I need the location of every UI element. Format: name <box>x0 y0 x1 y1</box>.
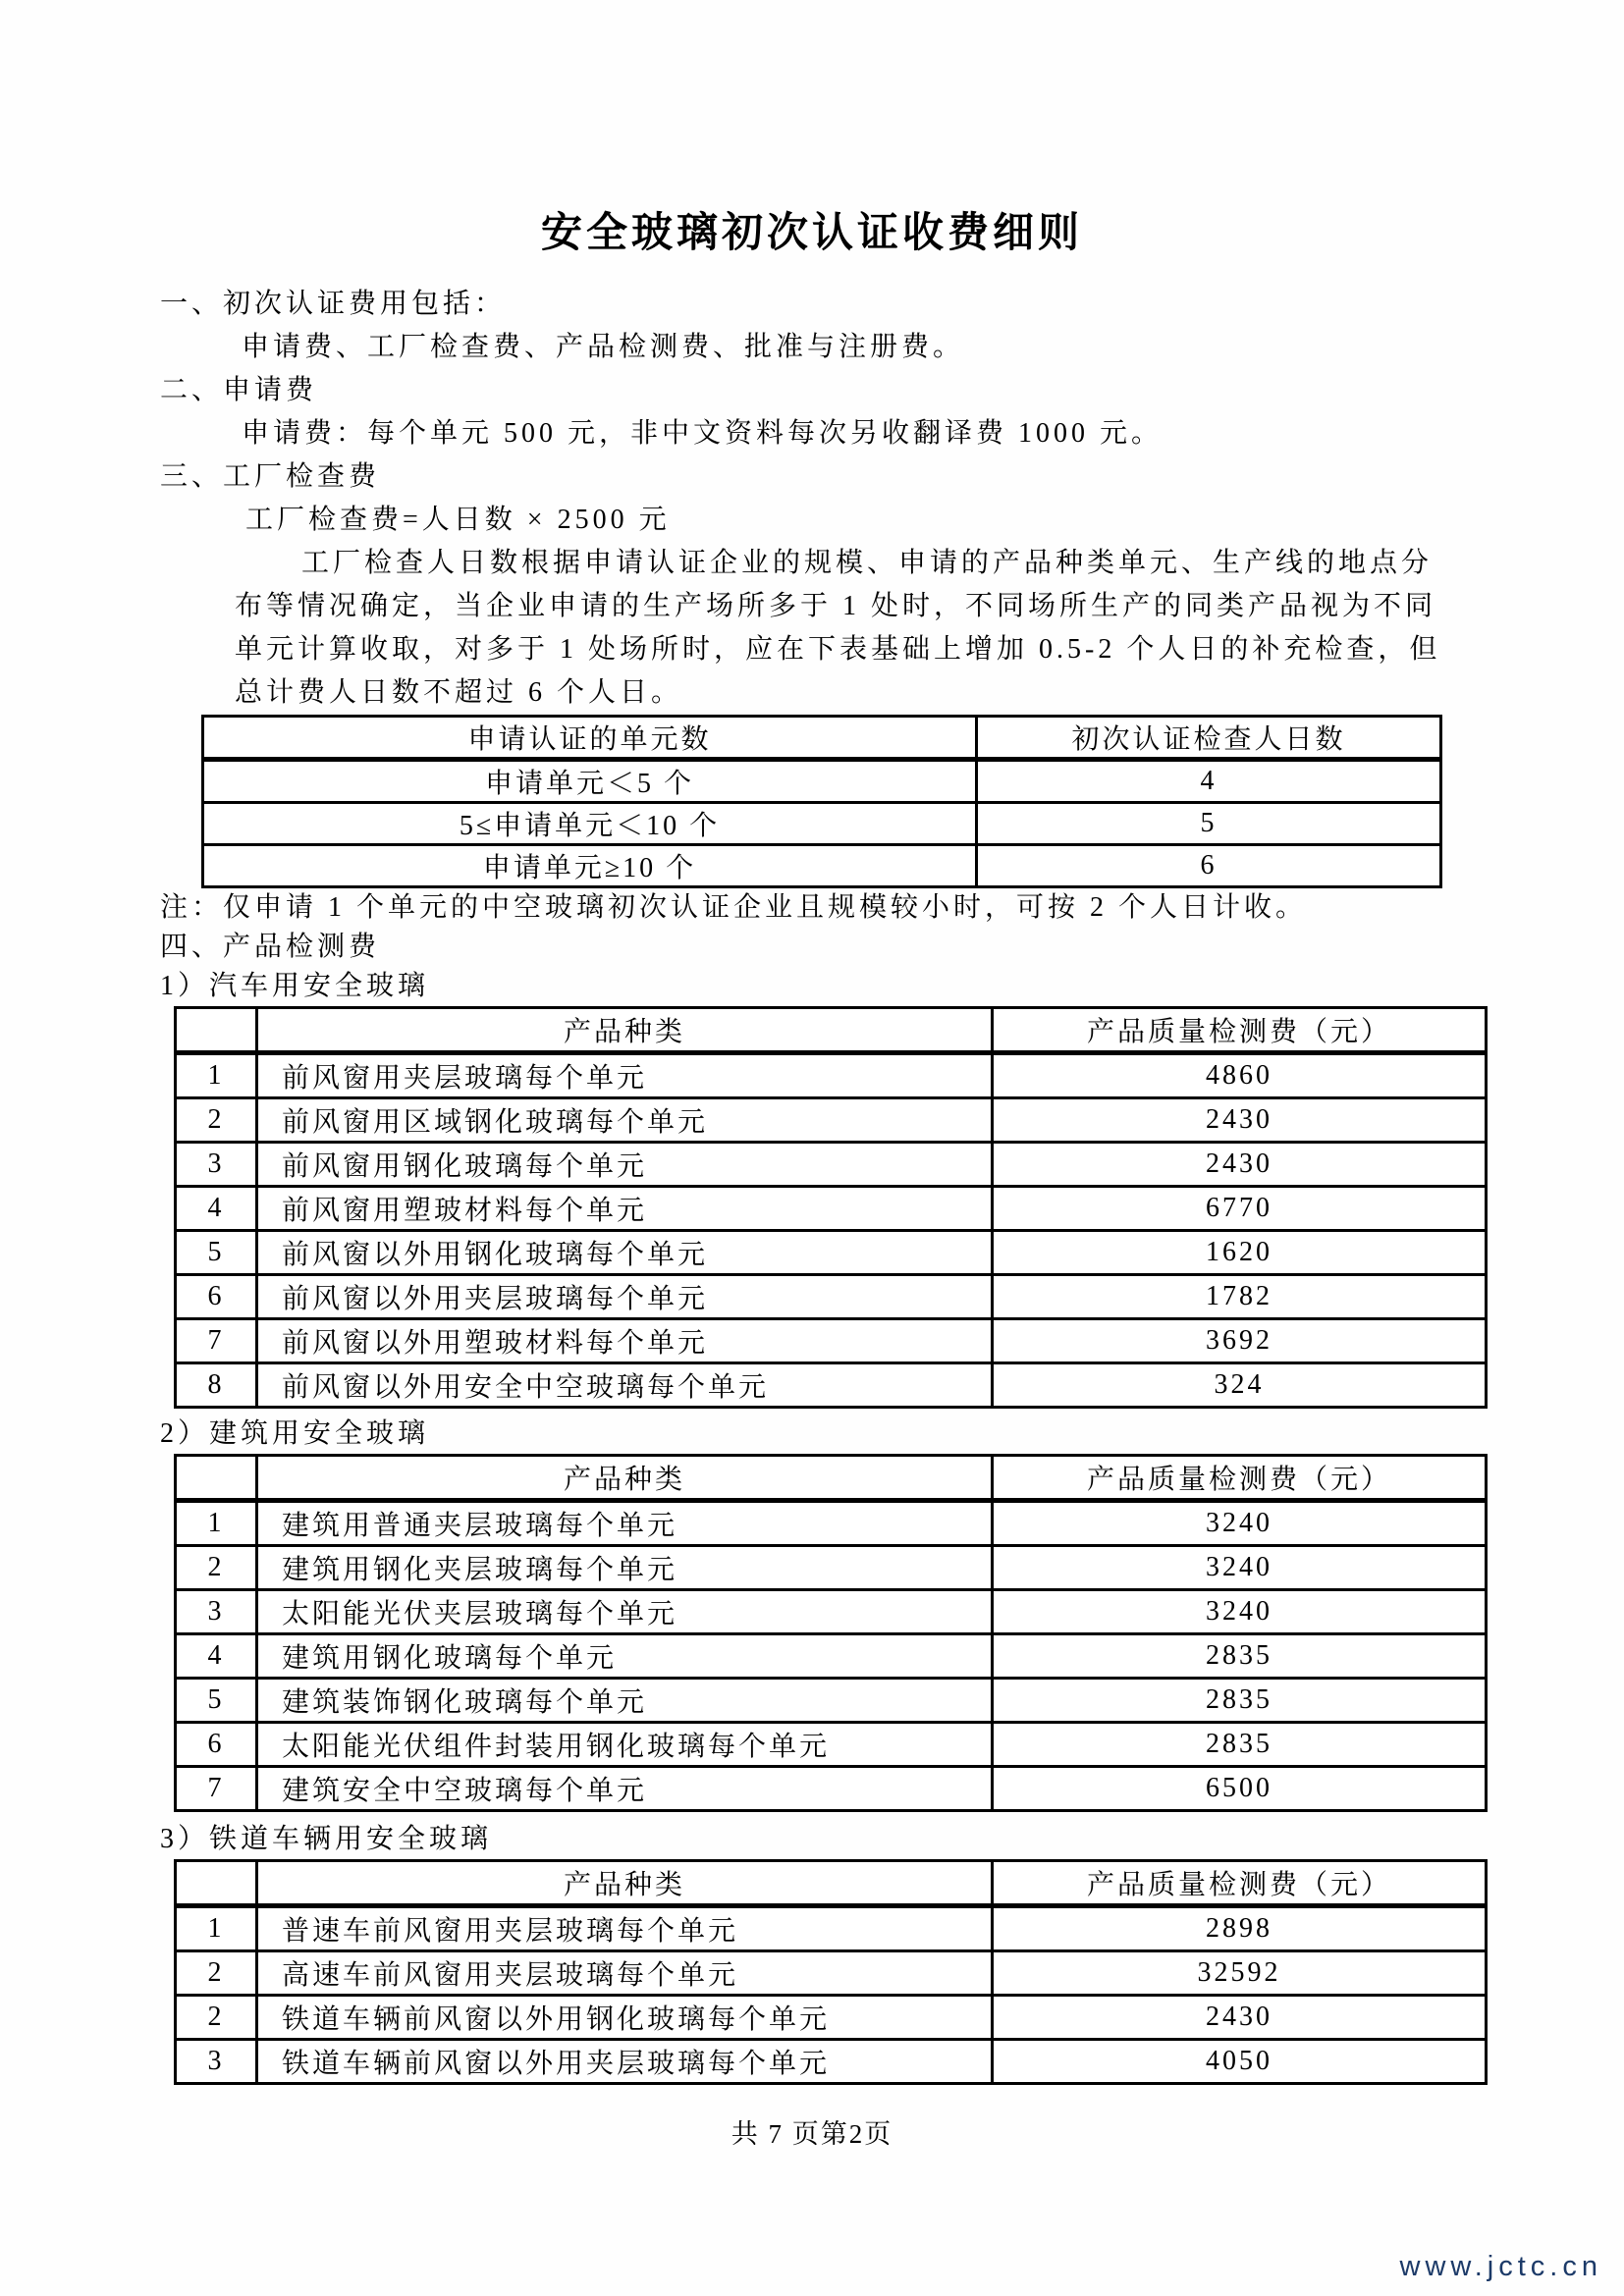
table-cell: 2 <box>176 1098 257 1143</box>
table-cell: 32592 <box>993 1951 1487 1996</box>
table-cell: 前风窗用夹层玻璃每个单元 <box>257 1053 993 1098</box>
table-cell: 3240 <box>993 1546 1487 1590</box>
table-cell: 1 <box>176 1053 257 1098</box>
section-3-heading: 三、工厂检查费 <box>160 461 381 492</box>
table-row <box>203 845 1441 887</box>
table-cell: 前风窗以外用安全中空玻璃每个单元 <box>257 1363 993 1408</box>
table-cell: 2835 <box>993 1679 1487 1723</box>
table-cell: 2430 <box>993 1143 1487 1187</box>
table-cell: 3 <box>176 1590 257 1634</box>
table-cell: 2898 <box>993 1906 1487 1951</box>
column-header: 产品质量检测费（元） <box>993 1008 1487 1053</box>
inspection-days-note: 注：仅申请 1 个单元的中空玻璃初次认证企业且规模较小时，可按 2 个人日计收。 <box>160 892 1308 923</box>
table-cell: 3 <box>176 1143 257 1187</box>
table-cell: 5 <box>977 803 1441 845</box>
table-cell: 4050 <box>993 2040 1487 2084</box>
table-row <box>176 2040 1487 2084</box>
inspection-days-table <box>201 715 1442 888</box>
table-row <box>176 1723 1487 1767</box>
table-row <box>176 1501 1487 1546</box>
table-cell: 6 <box>977 845 1441 887</box>
section-1-heading: 一、初次认证费用包括： <box>160 289 507 319</box>
website-watermark: www.jctc.cn <box>1399 2251 1602 2282</box>
table-row <box>203 803 1441 845</box>
table-cell: 8 <box>176 1363 257 1408</box>
table-cell: 2835 <box>993 1634 1487 1679</box>
column-header: 产品质量检测费（元） <box>993 1456 1487 1501</box>
table-cell: 建筑用普通夹层玻璃每个单元 <box>257 1501 993 1546</box>
table-cell: 高速车前风窗用夹层玻璃每个单元 <box>257 1951 993 1996</box>
table-row <box>176 1634 1487 1679</box>
table-cell: 铁道车辆前风窗以外用夹层玻璃每个单元 <box>257 2040 993 2084</box>
table-row <box>176 1906 1487 1951</box>
table-cell: 3 <box>176 2040 257 2084</box>
table-cell: 6500 <box>993 1767 1487 1811</box>
table-cell: 2430 <box>993 1996 1487 2040</box>
table-cell: 2 <box>176 1996 257 2040</box>
table-cell: 前风窗用塑玻材料每个单元 <box>257 1187 993 1231</box>
table-cell: 2835 <box>993 1723 1487 1767</box>
table-row <box>176 1767 1487 1811</box>
column-header <box>176 1861 257 1906</box>
table-cell: 6770 <box>993 1187 1487 1231</box>
table-cell: 2 <box>176 1951 257 1996</box>
table-cell: 建筑装饰钢化玻璃每个单元 <box>257 1679 993 1723</box>
table-cell: 4 <box>176 1187 257 1231</box>
table-row <box>176 1679 1487 1723</box>
table-row <box>176 1231 1487 1275</box>
table-cell: 前风窗以外用夹层玻璃每个单元 <box>257 1275 993 1319</box>
table-cell: 前风窗用区域钢化玻璃每个单元 <box>257 1098 993 1143</box>
table-cell: 普速车前风窗用夹层玻璃每个单元 <box>257 1906 993 1951</box>
paragraph-line: 单元计算收取，对多于 1 处场所时，应在下表基础上增加 0.5-2 个人日的补充检查，但 <box>235 634 1441 665</box>
page-number: 共 7 页第2页 <box>731 2119 893 2149</box>
table-row <box>176 1275 1487 1319</box>
building-glass-fee-table <box>174 1454 1488 1812</box>
table-cell: 6 <box>176 1275 257 1319</box>
table-cell: 建筑安全中空玻璃每个单元 <box>257 1767 993 1811</box>
table-cell: 7 <box>176 1319 257 1363</box>
table-cell: 铁道车辆前风窗以外用钢化玻璃每个单元 <box>257 1996 993 2040</box>
table-cell: 前风窗以外用塑玻材料每个单元 <box>257 1319 993 1363</box>
table-header-row <box>176 1008 1487 1053</box>
column-header: 初次认证检查人日数 <box>977 717 1441 760</box>
table-cell: 3692 <box>993 1319 1487 1363</box>
table-cell: 324 <box>993 1363 1487 1408</box>
column-header <box>176 1456 257 1501</box>
section-2-heading: 二、申请费 <box>160 375 318 405</box>
paragraph-line: 工厂检查人日数根据申请认证企业的规模、申请的产品种类单元、生产线的地点分 <box>301 548 1434 578</box>
railway-glass-fee-table <box>174 1859 1488 2085</box>
table-cell: 4 <box>176 1634 257 1679</box>
table-row <box>176 1187 1487 1231</box>
factory-fee-formula: 工厂检查费=人日数 × 2500 元 <box>245 505 671 535</box>
table-row <box>176 1590 1487 1634</box>
table-row <box>176 1143 1487 1187</box>
section-1-body: 申请费、工厂检查费、产品检测费、批准与注册费。 <box>242 332 965 362</box>
column-header: 产品种类 <box>257 1456 993 1501</box>
table-row <box>176 1951 1487 1996</box>
automotive-glass-fee-table <box>174 1006 1488 1409</box>
table-cell: 6 <box>176 1723 257 1767</box>
table-header-row <box>203 717 1441 760</box>
table-header-row <box>176 1456 1487 1501</box>
table-cell: 前风窗用钢化玻璃每个单元 <box>257 1143 993 1187</box>
table-cell: 4860 <box>993 1053 1487 1098</box>
subsection-building-heading: 2）建筑用安全玻璃 <box>160 1418 430 1449</box>
table-cell: 1 <box>176 1501 257 1546</box>
section-2-body: 申请费：每个单元 500 元，非中文资料每次另收翻译费 1000 元。 <box>242 418 1164 449</box>
subsection-railway-heading: 3）铁道车辆用安全玻璃 <box>160 1824 493 1854</box>
table-cell: 2430 <box>993 1098 1487 1143</box>
table-cell: 3240 <box>993 1590 1487 1634</box>
table-cell: 4 <box>977 760 1441 803</box>
table-cell: 1782 <box>993 1275 1487 1319</box>
table-cell: 太阳能光伏组件封装用钢化玻璃每个单元 <box>257 1723 993 1767</box>
table-row <box>176 1363 1487 1408</box>
table-cell: 前风窗以外用钢化玻璃每个单元 <box>257 1231 993 1275</box>
paragraph-line: 总计费人日数不超过 6 个人日。 <box>235 677 683 708</box>
table-cell: 申请单元≥10 个 <box>203 845 977 887</box>
table-cell: 申请单元＜5 个 <box>203 760 977 803</box>
paragraph-line: 布等情况确定，当企业申请的生产场所多于 1 处时，不同场所生产的同类产品视为不同 <box>235 591 1437 621</box>
table-cell: 7 <box>176 1767 257 1811</box>
table-row <box>176 1053 1487 1098</box>
table-row <box>176 1546 1487 1590</box>
column-header: 申请认证的单元数 <box>203 717 977 760</box>
table-row <box>176 1319 1487 1363</box>
table-row <box>176 1098 1487 1143</box>
page-title: 安全玻璃初次认证收费细则 <box>540 209 1083 255</box>
table-cell: 2 <box>176 1546 257 1590</box>
table-cell: 1 <box>176 1906 257 1951</box>
table-cell: 3240 <box>993 1501 1487 1546</box>
column-header <box>176 1008 257 1053</box>
table-row <box>203 760 1441 803</box>
factory-inspection-paragraph <box>235 542 1506 715</box>
column-header: 产品质量检测费（元） <box>993 1861 1487 1906</box>
subsection-automotive-heading: 1）汽车用安全玻璃 <box>160 971 430 1001</box>
column-header: 产品种类 <box>257 1008 993 1053</box>
table-cell: 建筑用钢化玻璃每个单元 <box>257 1634 993 1679</box>
table-row <box>176 1996 1487 2040</box>
table-header-row <box>176 1861 1487 1906</box>
table-cell: 5 <box>176 1679 257 1723</box>
section-4-heading: 四、产品检测费 <box>160 932 381 962</box>
table-cell: 5 <box>176 1231 257 1275</box>
table-cell: 建筑用钢化夹层玻璃每个单元 <box>257 1546 993 1590</box>
table-cell: 5≤申请单元＜10 个 <box>203 803 977 845</box>
table-cell: 太阳能光伏夹层玻璃每个单元 <box>257 1590 993 1634</box>
table-cell: 1620 <box>993 1231 1487 1275</box>
column-header: 产品种类 <box>257 1861 993 1906</box>
